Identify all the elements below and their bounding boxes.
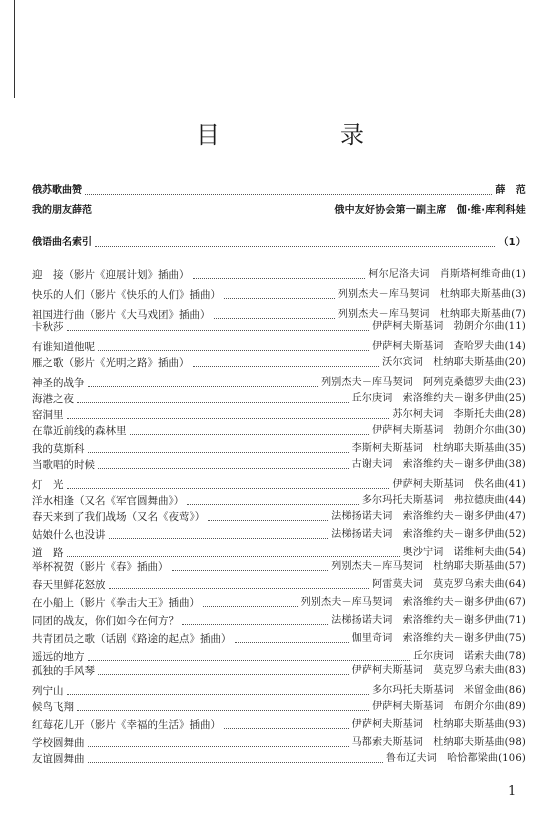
- leader-dots: [85, 194, 492, 195]
- toc-entry-title: 共青团员之歌（话剧《路途的起点》插曲）: [32, 633, 232, 645]
- toc-entry-credit: 伊萨柯夫斯基词 查哈罗夫曲(14): [372, 341, 526, 352]
- toc-entry: [32, 614, 526, 628]
- toc-entry-credit: 阿雷莫夫词 莫克罗乌索夫曲(64): [372, 579, 526, 590]
- leader-dots: [193, 366, 380, 367]
- leader-dots: [98, 468, 349, 469]
- toc-entry-credit: 沃尔宾词 杜纳耶夫斯基曲(20): [382, 357, 526, 368]
- leader-dots: [182, 624, 328, 625]
- margin-rule: [14, 0, 15, 98]
- toc-entry-credit: 丘尔庚词 诺索夫曲(78): [412, 651, 526, 662]
- toc-entry-credit: 列别杰夫－库马契词 杜纳耶夫斯基曲(7): [337, 309, 526, 320]
- toc-entry-credit: 奥沙宁词 诺维柯夫曲(54): [402, 547, 526, 558]
- toc-entry-credit: 列别杰夫－库马契词 阿列克桑德罗夫曲(23): [321, 377, 526, 388]
- toc-entry: [32, 684, 526, 698]
- toc-entry-title: 有谁知道他呢: [32, 341, 95, 353]
- leader-dots: [109, 588, 370, 589]
- leader-dots: [67, 330, 370, 331]
- leader-dots: [224, 298, 335, 299]
- toc-entry-title: 举杯祝贺（影片《春》插曲）: [32, 561, 169, 573]
- toc-entry-credit: 法梯扬诺夫词 索洛维约夫－谢多伊曲(52): [331, 529, 526, 540]
- page-title: [0, 115, 560, 149]
- toc-entry-title: 我的莫斯科: [32, 443, 85, 455]
- toc-entry: [32, 204, 526, 218]
- toc-entry: [32, 650, 526, 664]
- toc-entry: [32, 376, 526, 390]
- toc-entry-credit: 多尔玛托夫斯基词 米留金曲(86): [372, 685, 526, 696]
- toc-entry: [32, 442, 526, 456]
- toc-entry-credit: 马都索夫斯基词 杜纳耶夫斯基曲(98): [351, 737, 526, 748]
- toc-entry-credit: 伊萨柯夫斯基词 布朗介尔曲(89): [372, 701, 526, 712]
- toc-entry-credit: 苏尔柯夫词 李斯托夫曲(28): [392, 409, 526, 420]
- leader-dots: [208, 520, 328, 521]
- toc-entry: [32, 578, 526, 592]
- toc-entry: [32, 494, 526, 508]
- toc-entry-title: 窑洞里: [32, 409, 64, 421]
- toc-entry: [32, 356, 526, 370]
- toc-entry: [32, 736, 526, 750]
- toc-entry-credit: 多尔玛托夫斯基词 弗拉德庚曲(44): [361, 495, 526, 506]
- toc-entry-title: 祖国进行曲（影片《大马戏团》插曲）: [32, 309, 211, 321]
- toc-entry: [32, 320, 526, 334]
- toc-entry-title: 卡秋莎: [32, 321, 64, 333]
- toc-entry: [32, 392, 526, 406]
- leader-dots: [67, 694, 370, 695]
- toc-entry: [32, 752, 526, 766]
- toc-entry: [32, 424, 526, 438]
- toc-entry-credit: 列别杰夫－库马契词 杜纳耶夫斯基曲(3): [337, 289, 526, 300]
- toc-entry: [32, 560, 526, 574]
- leader-dots: [187, 504, 359, 505]
- toc-entry-title: 友谊圆舞曲: [32, 753, 85, 765]
- toc-entry-title: 孤独的手风琴: [32, 665, 95, 677]
- leader-dots: [172, 570, 329, 571]
- toc-entry: [32, 718, 526, 732]
- toc-entry-title: 春天来到了我们战场（又名《夜莺》）: [32, 511, 206, 523]
- toc-entry-title: 红莓花儿开（影片《幸福的生活》插曲）: [32, 719, 221, 731]
- toc-entry-credit: 鲁布辽夫词 哈恰都梁曲(106): [385, 753, 526, 764]
- leader-dots: [203, 606, 298, 607]
- toc-entry-credit: 伊萨柯夫斯基词 勃朗介尔曲(11): [372, 321, 526, 332]
- toc-entry: [32, 288, 526, 302]
- toc-entry-credit: 伊萨柯夫斯基词 勃朗介尔曲(30): [372, 425, 526, 436]
- leader-dots: [224, 728, 349, 729]
- toc-entry-title: 俄苏歌曲赞: [32, 185, 82, 196]
- toc-entry: [32, 632, 526, 646]
- toc-entry-credit: 伊萨柯夫斯基词 杜纳耶夫斯基曲(93): [351, 719, 526, 730]
- toc-entry-title: 当歌唱的时候: [32, 459, 95, 471]
- toc-entry-credit: 古谢夫词 索洛维约夫－谢多伊曲(38): [351, 459, 526, 470]
- toc-entry-title: 学校圆舞曲: [32, 737, 85, 749]
- toc-entry-title: 雁之歌（影片《光明之路》插曲）: [32, 357, 190, 369]
- toc-entry: [32, 596, 526, 610]
- leader-dots: [214, 318, 335, 319]
- leader-dots: [95, 246, 495, 247]
- toc-entry: [32, 236, 526, 250]
- page-number: 1: [508, 784, 517, 799]
- leader-dots: [109, 538, 329, 539]
- toc-entry-title: 道 路: [32, 547, 64, 559]
- leader-dots: [88, 386, 319, 387]
- leader-dots: [235, 642, 349, 643]
- leader-dots: [67, 488, 390, 489]
- leader-dots: [88, 452, 349, 453]
- toc-entry-credit: 薛 范: [495, 185, 526, 196]
- toc-entry: [32, 268, 526, 282]
- leader-dots: [77, 402, 349, 403]
- leader-dots: [88, 746, 349, 747]
- leader-dots: [67, 418, 390, 419]
- leader-dots: [193, 278, 366, 279]
- toc-entry: [32, 458, 526, 472]
- toc-entry-title: 同团的战友，你们如今在何方？: [32, 615, 179, 627]
- toc-entry-title: 列宁山: [32, 685, 64, 697]
- toc-entry-title: 在小船上（影片《拳击大王》插曲）: [32, 597, 200, 609]
- leader-dots: [98, 674, 349, 675]
- toc-entry-credit: 丘尔庚词 索洛维约夫－谢多伊曲(25): [351, 393, 526, 404]
- toc-entry-credit: （1）: [498, 237, 526, 248]
- leader-dots: [98, 350, 369, 351]
- toc-entry: [32, 664, 526, 678]
- leader-dots: [88, 660, 410, 661]
- toc-entry-credit: 法梯扬诺夫词 索洛维约夫－谢多伊曲(71): [331, 615, 526, 626]
- toc-entry-title: 迎 接（影片《迎展计划》插曲）: [32, 269, 190, 281]
- leader-dots: [88, 762, 383, 763]
- leader-dots: [130, 434, 370, 435]
- toc-entry: [32, 478, 526, 492]
- toc-entry: [32, 340, 526, 354]
- toc-entry-credit: 法梯扬诺夫词 索洛维约夫－谢多伊曲(47): [331, 511, 526, 522]
- toc-entry: [32, 184, 526, 198]
- title-char-2: 录: [340, 121, 364, 149]
- toc-entry: [32, 510, 526, 524]
- leader-dots: [67, 556, 400, 557]
- toc-entry-credit: 李斯柯夫斯基词 杜纳耶夫斯基曲(35): [351, 443, 526, 454]
- toc-entry-credit: 伽里奇词 索洛维约夫－谢多伊曲(75): [351, 633, 526, 644]
- toc-entry-credit: 伊萨柯夫斯基词 佚名曲(41): [392, 479, 526, 490]
- toc-entry-title: 洋水相逢（又名《军官圆舞曲》）: [32, 495, 185, 507]
- toc-entry-title: 海港之夜: [32, 393, 74, 405]
- toc-entry: [32, 546, 526, 560]
- toc-entry-credit: 伊萨柯夫斯基词 莫克罗乌索夫曲(83): [351, 665, 526, 676]
- leader-dots: [77, 710, 369, 711]
- toc-entry-credit: 列别杰夫－库马契词 杜纳耶夫斯基曲(57): [331, 561, 526, 572]
- toc-entry: [32, 700, 526, 714]
- toc-entry-credit: 列别杰夫－库马契词 索洛维约夫－谢多伊曲(67): [300, 597, 526, 608]
- title-char-1: 目: [196, 121, 220, 149]
- toc-entry-title: 俄语曲名索引: [32, 237, 92, 248]
- toc-entry-title: 春天里鲜花怒放: [32, 579, 106, 591]
- toc-entry-title: 快乐的人们（影片《快乐的人们》插曲）: [32, 289, 221, 301]
- toc-entry-credit: 柯尔尼洛夫词 肖斯塔柯维奇曲(1): [368, 269, 526, 280]
- toc-entry-title: 神圣的战争: [32, 377, 85, 389]
- toc-entry-title: 姑娘什么也没讲: [32, 529, 106, 541]
- toc-entry-title: 我的朋友薛范: [32, 205, 92, 216]
- toc-entry-title: 候鸟飞翔: [32, 701, 74, 713]
- toc-entry-title: 在靠近前线的森林里: [32, 425, 127, 437]
- toc-entry-title: 遥远的地方: [32, 651, 85, 663]
- toc-entry: [32, 528, 526, 542]
- toc-entry-title: 灯 光: [32, 479, 64, 491]
- toc-entry: [32, 408, 526, 422]
- toc-entry-credit: 俄中友好协会第一副主席 伽·维·库利科娃: [334, 205, 526, 216]
